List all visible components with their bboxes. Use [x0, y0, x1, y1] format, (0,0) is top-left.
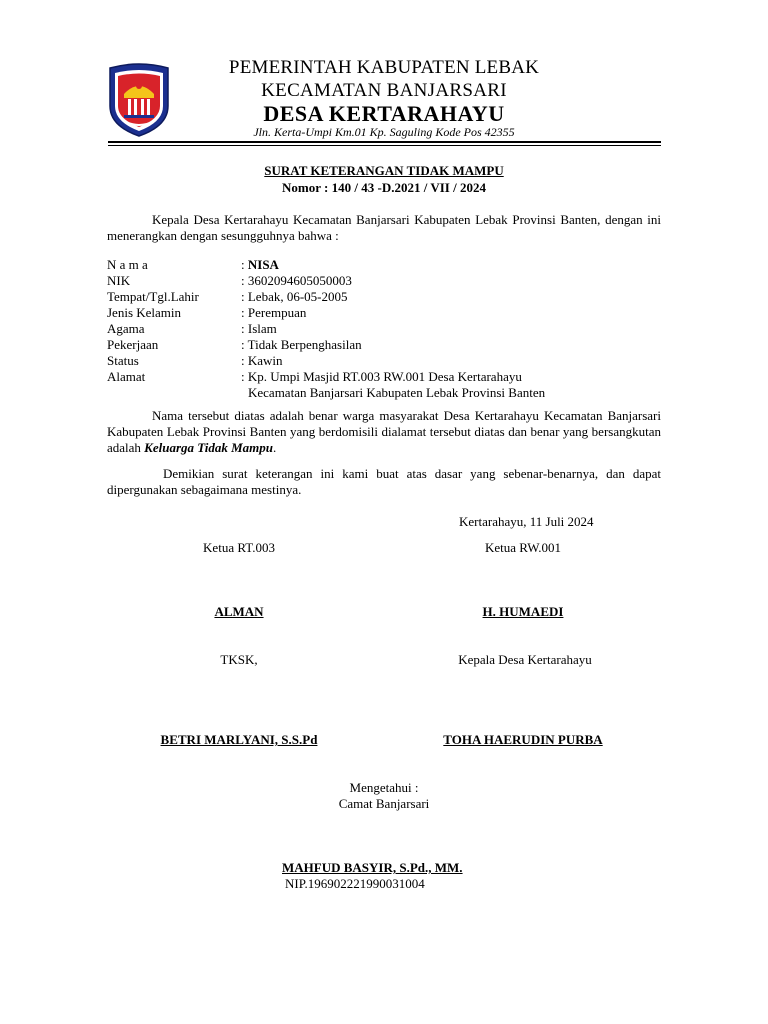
field-label: Alamat	[107, 369, 146, 384]
closing-paragraph: Demikian surat keterangan ini kami buat atas dasar yang sebenar-benarnya, dan dapat dipergunakan sebagaimana mestinya.	[107, 466, 661, 497]
field-label: Status	[107, 353, 139, 368]
intro-paragraph: Kepala Desa Kertarahayu Kecamatan Banjarsari Kabupaten Lebak Provinsi Banten, dengan ini menerangkan dengan sesungguhnya bahwa :	[107, 212, 661, 243]
letterhead-divider-thin	[108, 145, 661, 146]
signature-camat-nip: NIP.196902221990031004	[285, 876, 425, 891]
field-value: : Tidak Berpenghasilan	[241, 337, 362, 352]
signature-camat-name: MAHFUD BASYIR, S.Pd., MM.	[282, 860, 463, 875]
emphasis-text: Keluarga Tidak Mampu	[144, 440, 273, 455]
field-value: : Islam	[241, 321, 277, 336]
place-date: Kertarahayu, 11 Juli 2024	[459, 514, 594, 529]
field-label: Pekerjaan	[107, 337, 159, 352]
letterhead-village: DESA KERTARAHAYU	[263, 101, 505, 126]
field-value: : Perempuan	[241, 305, 307, 320]
signature-rw-name: H. HUMAEDI	[482, 604, 564, 619]
document-number: Nomor : 140 / 43 -D.2021 / VII / 2024	[282, 180, 486, 195]
signature-rw-title: Ketua RW.001	[484, 540, 562, 555]
field-label: N a m a	[107, 257, 148, 272]
field-label: NIK	[107, 273, 131, 288]
field-label: Agama	[107, 321, 145, 336]
letterhead-divider-thick	[108, 141, 661, 143]
letterhead-district: KECAMATAN BANJARSARI	[261, 80, 507, 101]
body-paragraph: Nama tersebut diatas adalah benar warga masyarakat Desa Kertarahayu Kecamatan Banjarsari Kabupaten Lebak Provinsi Banten yang berdomisili dialamat tersebut diatas dan benar yang bersangkutan adalah Keluarga Tidak Mampu.	[107, 408, 661, 455]
field-value: : Kawin	[241, 353, 283, 368]
field-label: Tempat/Tgl.Lahir	[107, 289, 199, 304]
signature-tksk-title: TKSK,	[220, 652, 258, 667]
signature-camat-title: Camat Banjarsari	[338, 796, 430, 811]
signature-rt-title: Ketua RT.003	[203, 540, 275, 555]
signature-rt-name: ALMAN	[214, 604, 264, 619]
field-value: : Lebak, 06-05-2005	[241, 289, 348, 304]
signature-kades-name: TOHA HAERUDIN PURBA	[443, 732, 603, 747]
field-value-nama: : NISA	[241, 257, 279, 272]
acknowledged-label: Mengetahui :	[349, 780, 419, 795]
field-value: : 3602094605050003	[241, 273, 352, 288]
field-value: : Kp. Umpi Masjid RT.003 RW.001 Desa Kertarahayu	[241, 369, 522, 384]
letterhead-government: PEMERINTAH KABUPATEN LEBAK	[228, 57, 540, 78]
document-title: SURAT KETERANGAN TIDAK MAMPU	[264, 163, 504, 178]
field-label: Jenis Kelamin	[107, 305, 182, 320]
signature-tksk-name: BETRI MARLYANI, S.S.Pd	[160, 732, 318, 747]
signature-kades-title: Kepala Desa Kertarahayu	[458, 652, 592, 667]
field-value-continuation: Kecamatan Banjarsari Kabupaten Lebak Provinsi Banten	[248, 385, 546, 400]
letterhead-address: Jln. Kerta-Umpi Km.01 Kp. Saguling Kode Pos 42355	[253, 125, 515, 139]
